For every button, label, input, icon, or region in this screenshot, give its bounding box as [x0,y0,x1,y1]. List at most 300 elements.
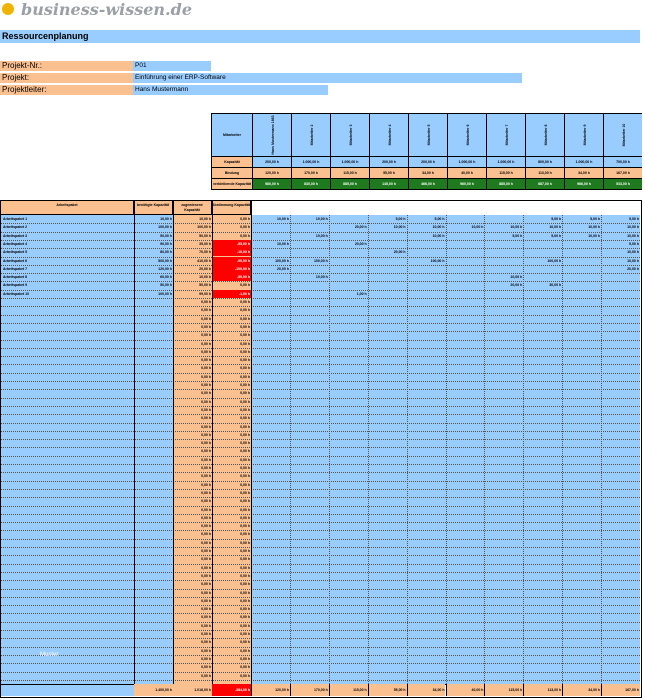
table-row-alloc[interactable] [484,472,523,480]
table-row-need[interactable] [134,489,173,497]
table-row-alloc[interactable] [484,381,523,389]
table-row-alloc[interactable] [601,522,640,530]
table-row-alloc[interactable] [251,472,290,480]
table-row-alloc[interactable] [562,522,601,530]
table-row-alloc[interactable] [368,506,407,514]
table-row-need[interactable] [134,414,173,422]
table-row-alloc[interactable] [329,273,368,281]
table-row-alloc[interactable] [290,630,329,638]
table-row-name[interactable] [3,539,131,547]
table-row-alloc[interactable] [601,638,640,646]
table-row-alloc[interactable] [446,364,485,372]
table-row-alloc[interactable] [407,655,446,663]
table-row-alloc[interactable] [368,547,407,555]
table-row-name[interactable]: Arbeitspaket 1 [3,217,28,221]
table-row-alloc[interactable] [407,340,446,348]
table-row-alloc[interactable] [290,456,329,464]
table-row-alloc[interactable] [523,622,562,630]
table-row-alloc[interactable] [329,356,368,364]
table-row-need[interactable] [134,298,173,306]
table-row-alloc[interactable] [329,564,368,572]
table-row-alloc[interactable] [407,522,446,530]
table-row-alloc[interactable] [562,240,601,248]
table-row-alloc[interactable]: 5,00 h [395,217,406,221]
table-row-need[interactable] [134,389,173,397]
table-row-alloc[interactable]: 10,00 h [627,233,639,238]
table-row-alloc[interactable] [251,306,290,314]
table-row-alloc[interactable] [329,464,368,472]
table-row-alloc[interactable] [523,364,562,372]
table-row-alloc[interactable] [368,298,407,306]
table-row-alloc[interactable] [562,564,601,572]
table-row-alloc[interactable] [446,514,485,522]
table-row-alloc[interactable] [290,481,329,489]
table-row-alloc[interactable] [368,232,407,240]
table-row-alloc[interactable] [290,597,329,605]
table-row-alloc[interactable] [251,638,290,646]
table-row-need[interactable] [134,323,173,331]
table-row-alloc[interactable] [407,672,446,680]
table-row-alloc[interactable] [523,315,562,323]
table-row-alloc[interactable] [601,331,640,339]
table-row-alloc[interactable]: 5,00 h [590,217,601,221]
table-row-name[interactable] [3,456,131,464]
table-row-alloc[interactable] [407,389,446,397]
table-row-alloc[interactable] [368,647,407,655]
table-row-alloc[interactable] [407,373,446,381]
table-row-alloc[interactable] [407,472,446,480]
table-row-need[interactable] [134,613,173,621]
table-row-alloc[interactable] [601,398,640,406]
staff-cell[interactable]: 200,00 h [369,156,408,167]
table-row-alloc[interactable] [368,398,407,406]
table-row-alloc[interactable] [407,481,446,489]
table-row-alloc[interactable] [446,672,485,680]
table-row-name[interactable] [3,597,131,605]
table-row-alloc[interactable] [523,340,562,348]
table-row-alloc[interactable] [368,315,407,323]
table-row-need[interactable] [134,506,173,514]
table-row-need[interactable] [134,431,173,439]
table-row-alloc[interactable] [562,439,601,447]
table-row-alloc[interactable] [446,663,485,671]
table-row-alloc[interactable] [329,638,368,646]
table-row-alloc[interactable] [601,655,640,663]
table-row-alloc[interactable] [329,373,368,381]
table-row-alloc[interactable]: 10,00 h [432,225,445,230]
table-row-need[interactable]: 60,00 h [160,275,172,280]
table-row-alloc[interactable]: 10,00 h [627,225,639,230]
table-row-alloc[interactable] [290,431,329,439]
table-row-alloc[interactable] [329,414,368,422]
table-row-name[interactable] [3,298,131,306]
table-row-alloc[interactable] [446,406,485,414]
table-row-need[interactable] [134,373,173,381]
table-row-alloc[interactable] [446,414,485,422]
staff-cell[interactable]: 1.000,00 h [330,156,369,167]
staff-cell[interactable]: 200,00 h [252,156,291,167]
table-row-alloc[interactable] [446,232,485,240]
table-row-alloc[interactable] [484,431,523,439]
staff-cell[interactable]: 1.000,00 h [486,156,525,167]
table-row-alloc[interactable] [329,506,368,514]
table-row-alloc[interactable] [562,481,601,489]
table-row-name[interactable] [3,481,131,489]
table-row-name[interactable] [3,447,131,455]
table-row-alloc[interactable] [368,514,407,522]
table-row-alloc[interactable] [329,472,368,480]
table-row-alloc[interactable] [407,265,446,273]
table-row-alloc[interactable] [446,306,485,314]
table-row-alloc[interactable] [484,248,523,256]
table-row-alloc[interactable]: 20,00 h [354,241,367,246]
table-row-alloc[interactable] [562,290,601,298]
staff-cell[interactable]: 170,00 h [291,167,330,178]
staff-cell[interactable]: 700,00 h [603,156,642,167]
table-row-alloc[interactable] [407,439,446,447]
table-row-alloc[interactable] [601,672,640,680]
table-row-alloc[interactable] [601,481,640,489]
table-row-alloc[interactable] [484,456,523,464]
table-row-alloc[interactable] [523,514,562,522]
table-row-alloc[interactable] [446,423,485,431]
table-row-alloc[interactable] [523,613,562,621]
table-row-alloc[interactable] [329,481,368,489]
table-row-alloc[interactable] [446,281,485,289]
table-row-alloc[interactable] [329,389,368,397]
table-row-alloc[interactable] [446,273,485,281]
table-row-alloc[interactable] [368,663,407,671]
table-row-need[interactable] [134,655,173,663]
table-row-alloc[interactable] [601,348,640,356]
table-row-alloc[interactable] [446,622,485,630]
table-row-name[interactable] [3,530,131,538]
table-row-alloc[interactable] [446,315,485,323]
table-row-alloc[interactable] [446,248,485,256]
table-row-alloc[interactable] [290,298,329,306]
table-row-alloc[interactable] [251,555,290,563]
table-row-alloc[interactable] [523,240,562,248]
table-row-alloc[interactable] [484,589,523,597]
table-row-alloc[interactable] [368,572,407,580]
table-row-need[interactable] [134,630,173,638]
table-row-alloc[interactable] [523,605,562,613]
table-row-alloc[interactable] [446,431,485,439]
table-row-alloc[interactable] [329,257,368,265]
table-row-alloc[interactable] [407,663,446,671]
table-row-need[interactable] [134,497,173,505]
staff-cell[interactable]: 115,00 h [330,167,369,178]
table-row-alloc[interactable] [329,340,368,348]
table-row-need[interactable]: 80,00 h [160,250,172,255]
table-row-alloc[interactable] [446,497,485,505]
table-row-alloc[interactable] [562,257,601,265]
table-row-alloc[interactable] [407,364,446,372]
table-row-alloc[interactable] [368,564,407,572]
table-row-alloc[interactable] [562,597,601,605]
table-row-alloc[interactable]: 10,00 h [510,275,523,280]
table-row-alloc[interactable] [368,240,407,248]
table-row-name[interactable] [3,406,131,414]
table-row-alloc[interactable] [290,406,329,414]
table-row-alloc[interactable] [484,215,523,223]
table-row-need[interactable] [134,472,173,480]
table-row-alloc[interactable] [523,663,562,671]
table-row-name[interactable] [3,589,131,597]
table-row-alloc[interactable] [368,281,407,289]
table-row-alloc[interactable] [601,414,640,422]
table-row-alloc[interactable] [290,530,329,538]
table-row-alloc[interactable] [290,265,329,273]
table-row-alloc[interactable] [251,456,290,464]
table-row-need[interactable] [134,356,173,364]
table-row-alloc[interactable] [251,647,290,655]
table-row-alloc[interactable] [329,423,368,431]
table-row-alloc[interactable] [601,406,640,414]
table-row-alloc[interactable] [446,298,485,306]
table-row-alloc[interactable] [329,447,368,455]
table-row-need[interactable] [134,423,173,431]
table-row-need[interactable] [134,647,173,655]
table-row-alloc[interactable] [329,555,368,563]
table-row-alloc[interactable] [407,456,446,464]
table-row-need[interactable] [134,539,173,547]
table-row-alloc[interactable] [601,547,640,555]
table-row-alloc[interactable] [562,248,601,256]
table-row-alloc[interactable] [484,655,523,663]
table-row-alloc[interactable] [251,273,290,281]
table-row-alloc[interactable] [329,456,368,464]
table-row-alloc[interactable] [562,340,601,348]
table-row-name[interactable]: Arbeitspaket 3 [3,233,28,238]
table-row-alloc[interactable] [484,506,523,514]
table-row-alloc[interactable] [523,414,562,422]
info-value[interactable]: Hans Mustermann [133,85,328,95]
table-row-alloc[interactable] [562,547,601,555]
table-row-alloc[interactable] [601,489,640,497]
table-row-alloc[interactable] [329,232,368,240]
table-row-need[interactable] [134,315,173,323]
table-row-alloc[interactable] [329,265,368,273]
table-row-alloc[interactable] [290,364,329,372]
table-row-alloc[interactable] [562,647,601,655]
table-row-alloc[interactable] [484,522,523,530]
table-row-alloc[interactable] [290,522,329,530]
table-row-alloc[interactable] [484,663,523,671]
table-row-alloc[interactable] [251,572,290,580]
table-row-alloc[interactable] [446,340,485,348]
table-row-alloc[interactable] [329,431,368,439]
table-row-alloc[interactable]: 10,00 h [510,225,523,230]
table-row-name[interactable] [3,389,131,397]
table-row-alloc[interactable] [601,564,640,572]
table-row-alloc[interactable] [601,290,640,298]
table-row-alloc[interactable] [484,564,523,572]
table-row-alloc[interactable] [562,655,601,663]
table-row-need[interactable]: 50,00 h [160,283,172,288]
table-row-alloc[interactable] [523,356,562,364]
table-row-need[interactable] [134,572,173,580]
table-row-alloc[interactable] [562,589,601,597]
table-row-need[interactable] [134,564,173,572]
table-row-alloc[interactable] [523,406,562,414]
table-row-name[interactable] [3,672,131,680]
table-row-alloc[interactable] [484,547,523,555]
table-row-alloc[interactable] [251,323,290,331]
table-row-alloc[interactable] [368,406,407,414]
table-row-alloc[interactable] [407,423,446,431]
table-row-alloc[interactable] [523,530,562,538]
table-row-alloc[interactable] [523,638,562,646]
table-row-alloc[interactable] [562,672,601,680]
table-row-alloc[interactable] [523,348,562,356]
table-row-alloc[interactable] [407,315,446,323]
table-row-alloc[interactable] [601,340,640,348]
table-row-name[interactable] [3,464,131,472]
table-row-alloc[interactable] [329,439,368,447]
table-row-alloc[interactable] [562,398,601,406]
table-row-alloc[interactable] [290,423,329,431]
table-row-alloc[interactable] [484,356,523,364]
table-row-alloc[interactable] [290,514,329,522]
table-row-alloc[interactable] [251,655,290,663]
table-row-name[interactable] [3,514,131,522]
table-row-alloc[interactable] [290,356,329,364]
table-row-alloc[interactable] [523,306,562,314]
table-row-alloc[interactable] [407,555,446,563]
table-row-need[interactable] [134,340,173,348]
table-row-alloc[interactable] [368,381,407,389]
table-row-alloc[interactable] [484,622,523,630]
table-row-alloc[interactable] [562,580,601,588]
table-row-alloc[interactable] [407,530,446,538]
table-row-alloc[interactable] [290,555,329,563]
table-row-alloc[interactable]: 1,00 h [356,291,367,296]
table-row-alloc[interactable] [329,647,368,655]
table-row-alloc[interactable] [523,489,562,497]
table-row-alloc[interactable] [562,464,601,472]
table-row-alloc[interactable] [407,497,446,505]
table-row-name[interactable] [3,423,131,431]
table-row-alloc[interactable]: 100,00 h [547,258,562,263]
table-row-name[interactable] [3,630,131,638]
table-row-alloc[interactable] [368,605,407,613]
table-row-alloc[interactable] [601,364,640,372]
table-row-need[interactable] [134,555,173,563]
table-row-alloc[interactable] [446,597,485,605]
table-row-alloc[interactable]: 100,00 h [313,258,328,263]
table-row-alloc[interactable] [329,315,368,323]
table-row-alloc[interactable] [407,514,446,522]
table-row-alloc[interactable] [329,281,368,289]
table-row-alloc[interactable]: 10,00 h [315,233,328,238]
table-row-alloc[interactable] [251,373,290,381]
table-row-alloc[interactable] [290,489,329,497]
table-row-alloc[interactable] [601,456,640,464]
table-row-alloc[interactable] [562,373,601,381]
table-row-alloc[interactable] [368,672,407,680]
table-row-alloc[interactable] [407,298,446,306]
table-row-name[interactable] [3,655,131,663]
table-row-alloc[interactable] [562,348,601,356]
table-row-need[interactable] [134,522,173,530]
table-row-alloc[interactable] [601,589,640,597]
table-row-alloc[interactable] [251,580,290,588]
table-row-alloc[interactable] [251,298,290,306]
table-row-alloc[interactable] [407,381,446,389]
table-row-alloc[interactable] [484,647,523,655]
table-row-name[interactable] [3,622,131,630]
table-row-alloc[interactable] [290,589,329,597]
table-row-alloc[interactable] [251,431,290,439]
table-row-alloc[interactable] [251,522,290,530]
table-row-alloc[interactable] [601,281,640,289]
table-row-alloc[interactable] [251,423,290,431]
table-row-alloc[interactable] [407,431,446,439]
table-row-alloc[interactable] [329,497,368,505]
table-row-alloc[interactable] [484,447,523,455]
table-row-alloc[interactable] [407,589,446,597]
table-row-name[interactable] [3,647,131,655]
table-row-alloc[interactable] [601,323,640,331]
table-row-alloc[interactable] [523,589,562,597]
table-row-alloc[interactable] [446,547,485,555]
table-row-alloc[interactable] [290,398,329,406]
table-row-name[interactable] [3,613,131,621]
table-row-name[interactable]: Arbeitspaket 6 [3,258,28,263]
table-row-alloc[interactable] [446,215,485,223]
table-row-alloc[interactable] [562,613,601,621]
table-row-alloc[interactable]: 10,00 h [277,241,289,246]
table-row-alloc[interactable]: 100,00 h [430,258,445,263]
table-row-need[interactable] [134,589,173,597]
table-row-alloc[interactable] [407,240,446,248]
table-row-alloc[interactable] [562,406,601,414]
table-row-alloc[interactable] [407,622,446,630]
table-row-alloc[interactable] [484,464,523,472]
table-row-alloc[interactable] [484,389,523,397]
table-row-name[interactable] [3,663,131,671]
table-row-alloc[interactable]: 5,00 h [629,217,639,221]
table-row-alloc[interactable] [484,613,523,621]
table-row-alloc[interactable] [601,539,640,547]
table-row-alloc[interactable] [368,497,407,505]
table-row-alloc[interactable] [562,431,601,439]
table-row-alloc[interactable] [251,597,290,605]
table-row-alloc[interactable]: 5,00 h [629,241,639,246]
staff-cell[interactable]: 800,00 h [525,156,564,167]
table-row-alloc[interactable] [484,364,523,372]
table-row-alloc[interactable] [601,373,640,381]
table-row-alloc[interactable] [329,215,368,223]
table-row-alloc[interactable] [407,564,446,572]
table-row-alloc[interactable] [601,597,640,605]
table-row-alloc[interactable]: 10,00 h [588,225,601,230]
table-row-alloc[interactable] [251,589,290,597]
table-row-alloc[interactable] [290,663,329,671]
table-row-alloc[interactable] [368,389,407,397]
table-row-alloc[interactable] [290,281,329,289]
table-row-alloc[interactable]: 20,00 h [627,266,639,271]
table-row-alloc[interactable] [251,547,290,555]
table-row-alloc[interactable] [368,265,407,273]
table-row-alloc[interactable] [484,539,523,547]
table-row-alloc[interactable] [562,298,601,306]
table-row-alloc[interactable] [368,539,407,547]
table-row-alloc[interactable]: 10,00 h [315,275,328,280]
table-row-alloc[interactable] [601,447,640,455]
table-row-alloc[interactable] [484,298,523,306]
